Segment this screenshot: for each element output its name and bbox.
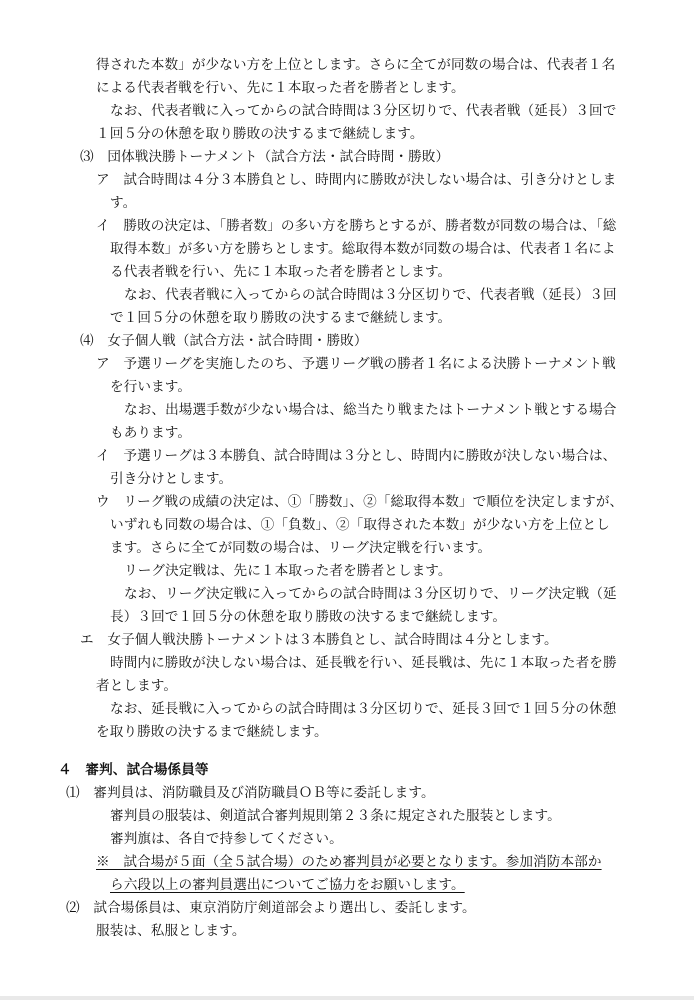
paragraph-line: 時間内に勝敗が決しない場合は、延長戦を行い、延長戦は、先に１本取った者を勝	[110, 655, 617, 671]
paragraph-line: なお、延長戦に入ってからの試合時間は３分区切りで、延長３回で１回５分の休憩	[110, 701, 617, 717]
paragraph-line: リーグ決定戦は、先に１本取った者を勝者とします。	[124, 563, 452, 579]
section-3-heading: ⑶ 団体戦決勝トーナメント（試合方法・試合時間・勝敗）	[80, 149, 450, 165]
paragraph-line: なお、出場選手数が少ない場合は、総当たり戦またはトーナメント戦とする場合	[124, 402, 617, 418]
list-item-1: ⑴ 審判員は、消防職員及び消防職員ＯＢ等に委託します。	[66, 785, 435, 801]
paragraph-line: る代表者戦を行い、先に１本取った者を勝者とします。	[110, 264, 452, 280]
paragraph-line: を行います。	[110, 379, 192, 395]
section-4-heading: ⑷ 女子個人戦（試合方法・試合時間・勝敗）	[80, 333, 368, 349]
paragraph-line: なお、代表者戦に入ってからの試合時間は３分区切りで、代表者戦（延長）３回	[124, 287, 617, 303]
list-item-i: イ 勝敗の決定は、「勝者数」の多い方を勝ちとするが、勝者数が同数の場合は、「総	[96, 218, 617, 234]
paragraph-line: 長）３回で１回５分の休憩を取り勝敗の決するまで継続します。	[110, 609, 507, 625]
page-bottom-divider	[0, 996, 694, 1000]
paragraph-line: 服装は、私服とします。	[96, 923, 246, 939]
list-item-a: ア 試合時間は４分３本勝負とし、時間内に勝敗が決しない場合は、引き分けとしま	[96, 172, 617, 188]
note-line: ら六段以上の審判員選出についてご協力をお願いします。	[110, 877, 465, 893]
list-item-i: イ 予選リーグは３本勝負、試合時間は３分とし、時間内に勝敗が決しない場合は、	[96, 448, 617, 464]
paragraph-line: ます。さらに全てが同数の場合は、リーグ決定戦を行います。	[110, 540, 492, 556]
paragraph-line: を取り勝敗の決するまで継続します。	[96, 724, 328, 740]
paragraph-line: による代表者戦を行い、先に１本取った者を勝者とします。	[96, 80, 465, 96]
paragraph-line: もあります。	[110, 425, 192, 441]
paragraph-line: なお、代表者戦に入ってからの試合時間は３分区切りで、代表者戦（延長）３回で	[110, 103, 617, 119]
list-item-e: エ 女子個人戦決勝トーナメントは３本勝負とし、試合時間は４分とします。	[80, 632, 558, 648]
paragraph-line: 審判員の服装は、剣道試合審判規則第２３条に規定された服装とします。	[110, 808, 561, 824]
paragraph-line: 引き分けとします。	[110, 471, 233, 487]
paragraph-line: す。	[110, 195, 137, 211]
list-item-2: ⑵ 試合場係員は、東京消防庁剣道部会より選出し、委託します。	[66, 900, 476, 916]
paragraph-line: で１回５分の休憩を取り勝敗の決するまで継続します。	[110, 310, 452, 326]
paragraph-line: 得された本数」が少ない方を上位とします。さらに全てが同数の場合は、代表者１名	[96, 57, 616, 73]
paragraph-line: 取得本数」が多い方を勝ちとします。総取得本数が同数の場合は、代表者１名によ	[110, 241, 616, 257]
paragraph-line: 者とします。	[96, 678, 178, 694]
list-item-u: ウ リーグ戦の成績の決定は、①「勝数」、②「総取得本数」で順位を決定しますが、	[96, 494, 624, 510]
list-item-a: ア 予選リーグを実施したのち、予選リーグ戦の勝者１名による決勝トーナメント戦	[96, 356, 616, 372]
paragraph-line: １回５分の休憩を取り勝敗の決するまで継続します。	[96, 126, 424, 142]
paragraph-line: 審判旗は、各自で持参してください。	[110, 831, 343, 847]
note-line: ※ 試合場が５面（全５試合場）のため審判員が必要となります。参加消防本部か	[96, 854, 602, 870]
section-heading-judges: ４ 審判、試合場係員等	[58, 762, 209, 778]
paragraph-line: いずれも同数の場合は、①「負数」、②「取得された本数」が少ない方を上位とし	[110, 517, 610, 533]
paragraph-line: なお、リーグ決定戦に入ってからの試合時間は３分区切りで、リーグ決定戦（延	[124, 586, 617, 602]
